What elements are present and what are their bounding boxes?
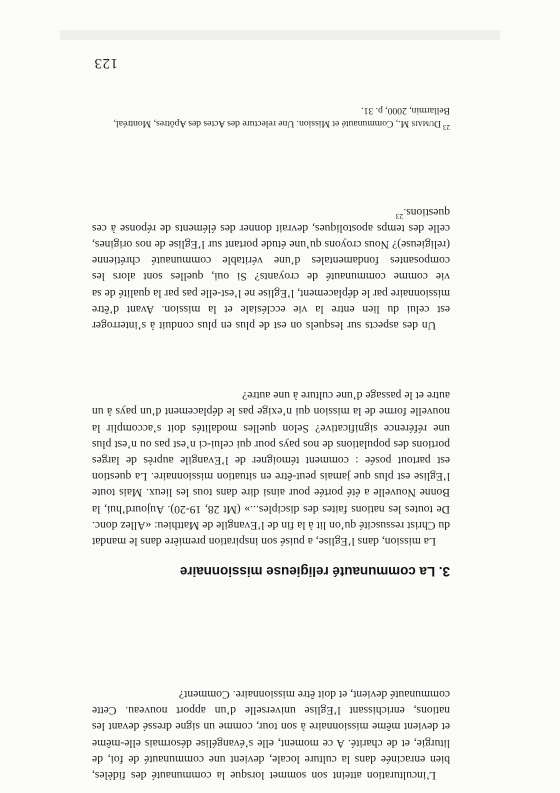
footnote-text: , Communauté et Mission. Une relecture des Actes des Apôtres, Montréal, Bellarmin, 2000, p. 31.	[113, 105, 450, 129]
page-number: 123	[94, 55, 118, 71]
footnote-reference: 23	[395, 211, 404, 221]
footnote	[92, 104, 450, 132]
paragraph-communaute	[92, 203, 450, 333]
paragraph-inculturation: L’inculturation atteint son sommet lorsque la communauté des fidèles, bien enracinée dans la culture locale, devient une communauté de foi, de liturgie, et de charité. A ce moment, elle s’évangélise désormais elle-même et devient même missionnaire à son tour, comme un signe dressé devant les nations, enrichissant l’Eglise universelle d’un apport nouveau. Cette communauté devient, et doit être missionnaire. Comment?	[92, 687, 450, 782]
paragraph-mission: La mission, dans l’Eglise, a puisé son inspiration première dans le mandat du Christ ressuscité qu’on lit à la fin de l’Evangile de Matthieu: «Allez donc. De toutes les nations faites des disciples...» (Mt 28, 19-20). Aujourd’hui, la Bonne Nouvelle a été portée pour ainsi dire dans tous les lieux. Mais toute l’Eglise est plus que jamais peut-être en situation missionnaire. La question est partout posée : comment témoigner de l’Evangile auprès de larges portions des populations de nos pays pour qui celui-ci n’est pas ou n’est plus une référence significative? Selon quelles modalités doit s’accomplir la nouvelle forme de la mission qui n’exige pas le déplacement d’un pays à un autre et le passage d’une culture à une autre?	[92, 389, 450, 548]
footnote-number: 23	[443, 123, 450, 132]
footnote-author: Dumais M.	[398, 118, 441, 129]
section-heading: 3. La communauté religieuse missionnaire	[179, 564, 450, 579]
paragraph-communaute-text: Un des aspects sur lesquels on est de plus en plus conduit à s’interroger est celui du lien entre la vie ecclésiale et la mission. Avant d’être missionnaire par le déplacement, l’Eglise ne l’est-elle pas par la qualité de sa vie comme communauté de croyants? Si oui, quelles sont alors les composantes fondamentales d’une véritable communauté chrétienne (religieuse)? Nous croyons qu’une étude portant sur l’Eglise de nos origines, celle des temps apostoliques, devrait donner des éléments de réponse à ces questions.	[92, 205, 450, 332]
